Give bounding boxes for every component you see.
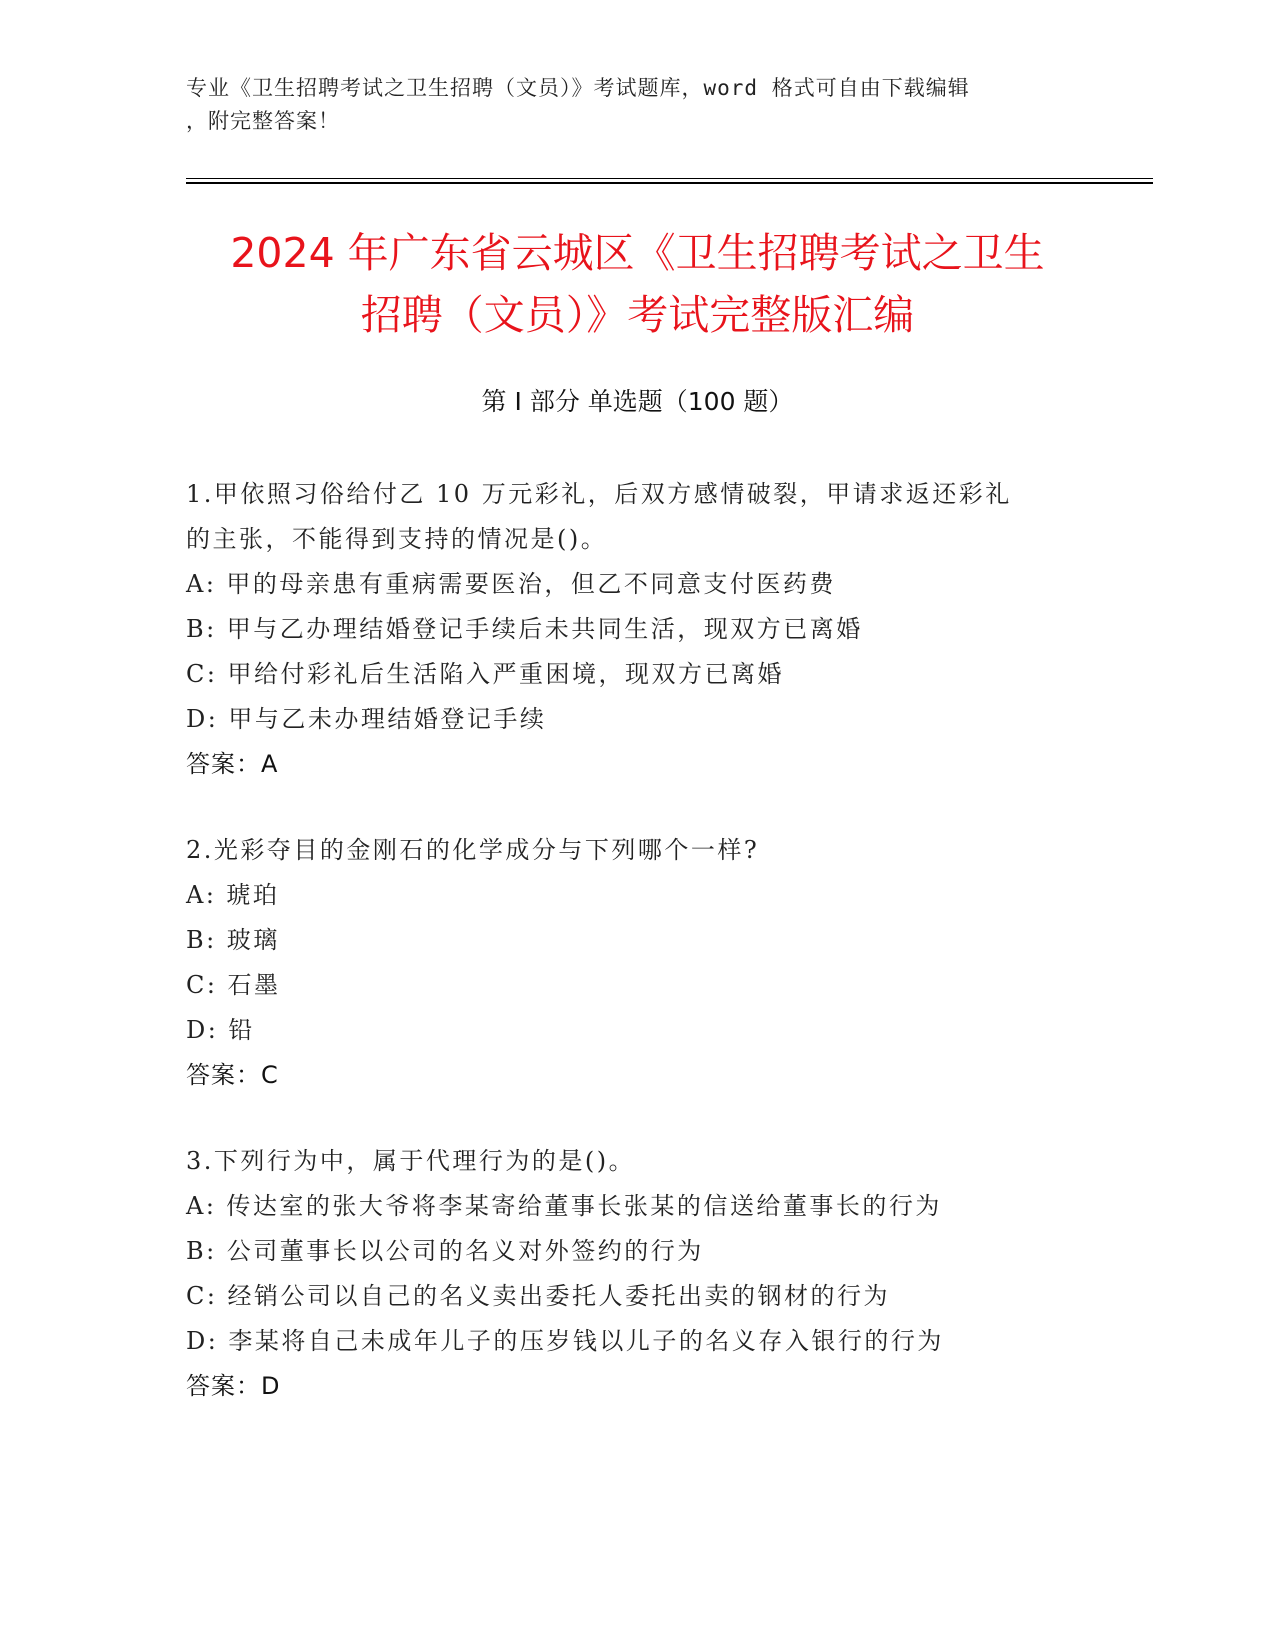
document-title	[140, 222, 1135, 346]
option-letter: B:	[186, 926, 217, 954]
option-d	[186, 697, 1086, 742]
option-c	[186, 963, 1086, 1008]
answer-line: 答案：C	[186, 1061, 279, 1089]
option-b	[186, 918, 1086, 963]
question-1	[186, 472, 1086, 786]
header-note	[186, 72, 1066, 138]
option-c	[186, 1274, 1086, 1319]
option-letter: C:	[186, 1282, 218, 1310]
answer-line: 答案：A	[186, 750, 279, 778]
option-letter: A:	[186, 881, 217, 909]
header-divider-thin	[186, 178, 1153, 179]
option-text: 传达室的张大爷将李某寄给董事长张某的信送给董事长的行为	[226, 1192, 942, 1220]
option-a	[186, 1184, 1086, 1229]
option-text: 经销公司以自己的名义卖出委托人委托出卖的钢材的行为	[227, 1282, 890, 1310]
option-text: 公司董事长以公司的名义对外签约的行为	[226, 1237, 704, 1265]
option-a	[186, 562, 1086, 607]
option-text: 铅	[228, 1016, 255, 1044]
question-stem: 2.光彩夺目的金刚石的化学成分与下列哪个一样?	[186, 836, 760, 864]
option-b	[186, 1229, 1086, 1274]
option-letter: D:	[186, 1016, 219, 1044]
option-letter: D:	[186, 705, 219, 733]
header-divider-thick	[186, 182, 1153, 184]
document-title-line-1: 2024 年广东省云城区《卫生招聘考试之卫生	[230, 229, 1045, 277]
question-stem: 1.甲依照习俗给付乙 10 万元彩礼，后双方感情破裂，甲请求返还彩礼	[186, 480, 1012, 508]
question-stem: 3.下列行为中，属于代理行为的是()。	[186, 1147, 636, 1175]
option-letter: B:	[186, 1237, 217, 1265]
header-note-line-2: ，附完整答案！	[186, 109, 340, 133]
option-letter: B:	[186, 615, 217, 643]
option-text: 李某将自己未成年儿子的压岁钱以儿子的名义存入银行的行为	[228, 1327, 944, 1355]
question-list	[186, 472, 1086, 1450]
option-text: 石墨	[227, 971, 281, 999]
option-c	[186, 652, 1086, 697]
option-a	[186, 873, 1086, 918]
option-text: 琥珀	[226, 881, 280, 909]
option-d	[186, 1319, 1086, 1364]
option-text: 玻璃	[226, 926, 280, 954]
question-3	[186, 1139, 1086, 1408]
option-d	[186, 1008, 1086, 1053]
option-b	[186, 607, 1086, 652]
document-title-line-2: 招聘（文员）》考试完整版汇编	[360, 291, 915, 339]
option-text: 甲的母亲患有重病需要医治，但乙不同意支付医药费	[226, 570, 836, 598]
option-letter: A:	[186, 570, 217, 598]
question-2	[186, 828, 1086, 1097]
option-letter: C:	[186, 971, 218, 999]
option-text: 甲给付彩礼后生活陷入严重困境，现双方已离婚	[227, 660, 784, 688]
option-text: 甲与乙未办理结婚登记手续	[228, 705, 547, 733]
option-text: 甲与乙办理结婚登记手续后未共同生活，现双方已离婚	[226, 615, 863, 643]
option-letter: D:	[186, 1327, 219, 1355]
option-letter: C:	[186, 660, 218, 688]
question-stem-continued: 的主张，不能得到支持的情况是()。	[186, 525, 608, 553]
header-note-line-1: 专业《卫生招聘考试之卫生招聘（文员）》考试题库，word 格式可自由下载编辑	[186, 76, 970, 100]
answer-line: 答案：D	[186, 1372, 281, 1400]
option-letter: A:	[186, 1192, 217, 1220]
section-heading: 第 I 部分 单选题（100 题）	[481, 387, 794, 416]
